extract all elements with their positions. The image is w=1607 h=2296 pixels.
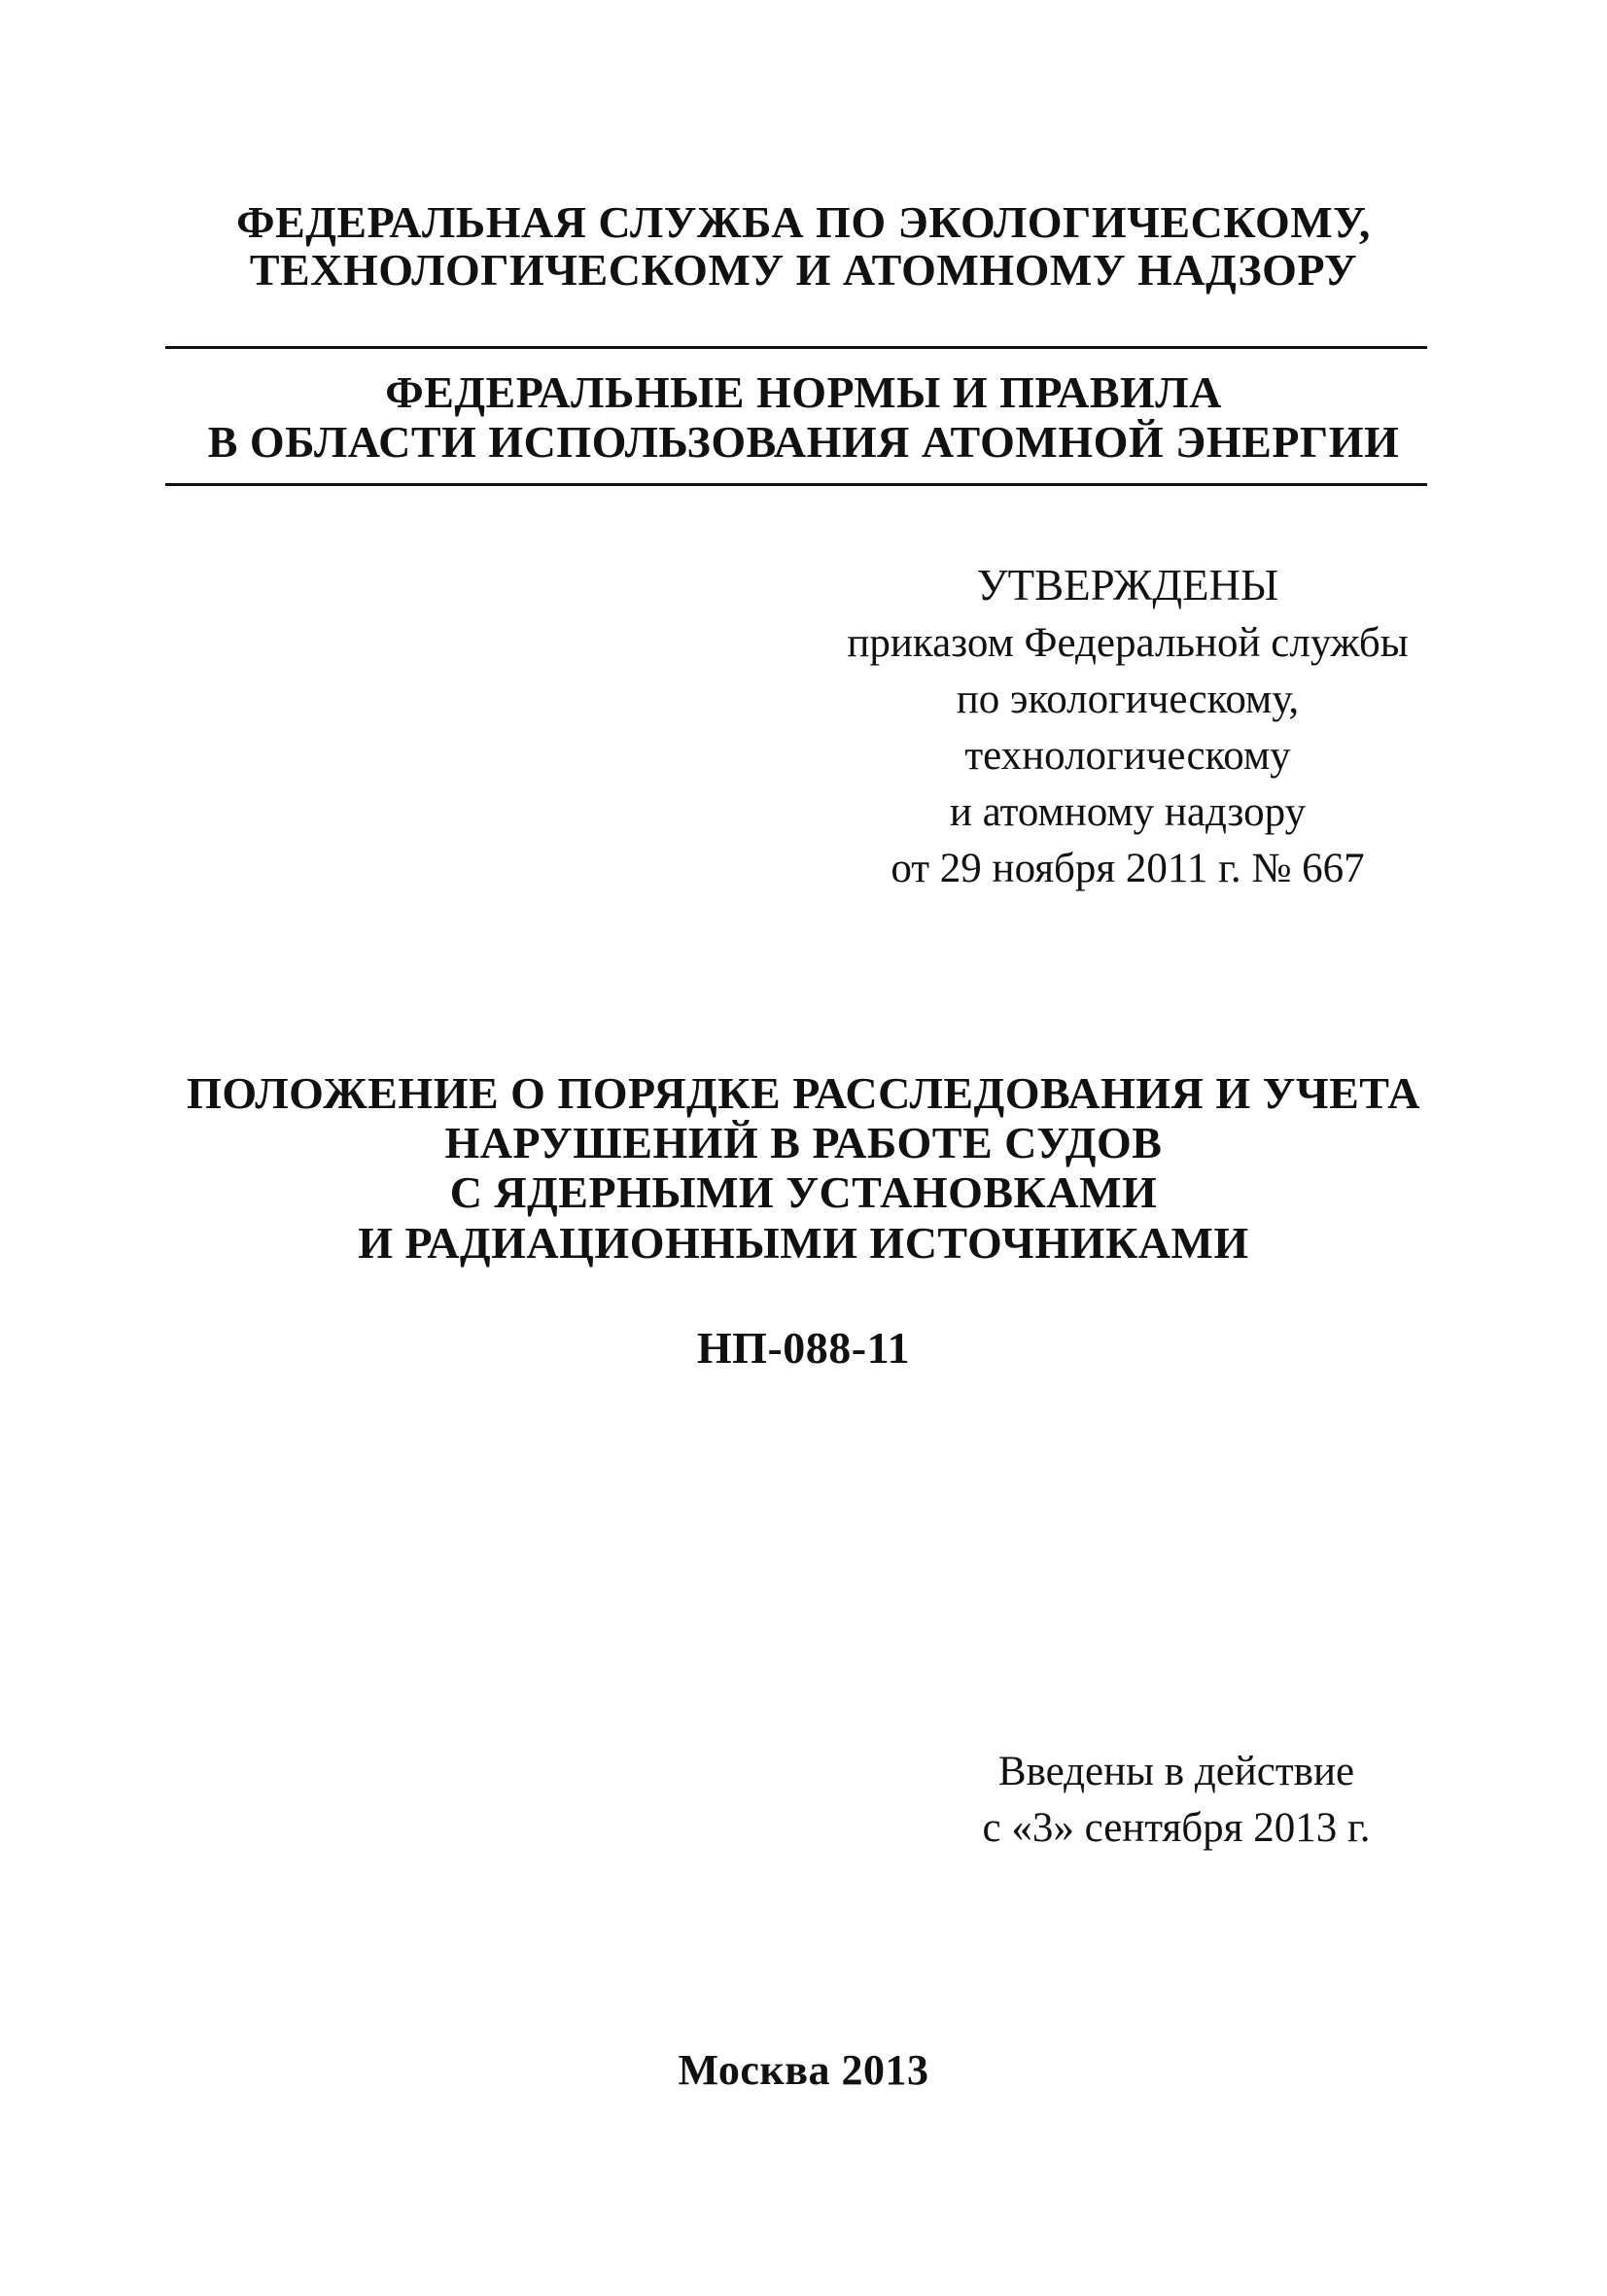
agency-name-line-1: ФЕДЕРАЛЬНАЯ СЛУЖБА ПО ЭКОЛОГИЧЕСКОМУ, bbox=[236, 197, 1371, 247]
approval-line-4: и атомному надзору bbox=[949, 789, 1307, 835]
effective-line-2: с «3» сентября 2013 г. bbox=[982, 1805, 1371, 1851]
effective-date-block bbox=[933, 1751, 1419, 1863]
norms-heading-line-1: ФЕДЕРАЛЬНЫЕ НОРМЫ И ПРАВИЛА bbox=[385, 367, 1222, 417]
approval-block bbox=[817, 561, 1439, 904]
divider-bottom bbox=[165, 483, 1427, 486]
approval-heading: УТВЕРЖДЕНЫ bbox=[976, 561, 1279, 609]
document-title-line-1: ПОЛОЖЕНИЕ О ПОРЯДКЕ РАССЛЕДОВАНИЯ И УЧЕТА bbox=[187, 1068, 1420, 1118]
document-title-line-4: И РАДИАЦИОННЫМИ ИСТОЧНИКАМИ bbox=[358, 1218, 1249, 1268]
approval-line-2: по экологическому, bbox=[956, 677, 1300, 722]
norms-heading-line-2: В ОБЛАСТИ ИСПОЛЬЗОВАНИЯ АТОМНОЙ ЭНЕРГИИ bbox=[207, 417, 1400, 467]
document-title-line-2: НАРУШЕНИЙ В РАБОТЕ СУДОВ bbox=[444, 1118, 1163, 1167]
imprint-city-year: Москва 2013 bbox=[678, 2046, 929, 2094]
document-code: НП-088-11 bbox=[696, 1323, 911, 1373]
agency-name-line-2: ТЕХНОЛОГИЧЕСКОМУ И АТОМНОМУ НАДЗОРУ bbox=[249, 245, 1358, 295]
approval-line-3: технологическому bbox=[964, 733, 1291, 779]
document-title-line-3: С ЯДЕРНЫМИ УСТАНОВКАМИ bbox=[449, 1167, 1158, 1217]
effective-line-1: Введены в действие bbox=[997, 1749, 1355, 1794]
approval-line-5: от 29 ноября 2011 г. № 667 bbox=[891, 846, 1365, 891]
divider-top bbox=[165, 346, 1427, 349]
approval-line-1: приказом Федеральной службы bbox=[847, 620, 1409, 666]
